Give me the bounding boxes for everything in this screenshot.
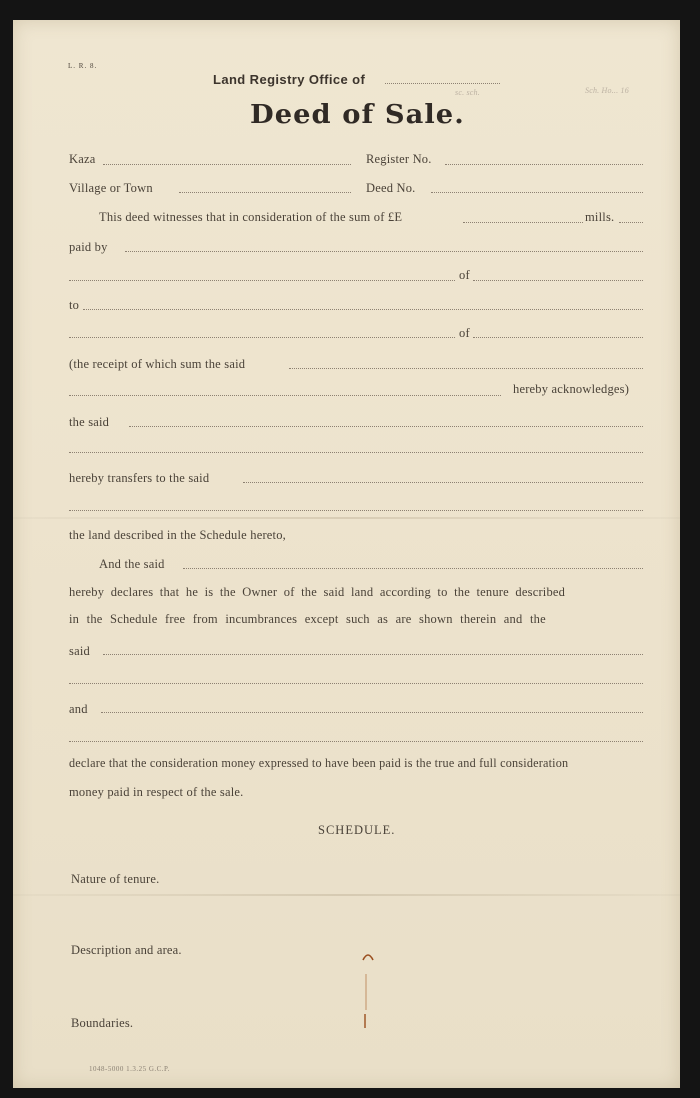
deed-no-field[interactable] [431,192,643,193]
of-label: of [459,268,470,282]
declares-text: hereby declares that he is the Owner of the said land according to the tenure described [69,585,566,599]
to-field[interactable] [83,309,643,310]
deed-no-label: Deed No. [366,181,416,195]
form-code: L. R. 8. [68,62,98,70]
page-title: Deed of Sale. [250,100,465,130]
and-the-said-label: And the said [99,557,165,571]
acknowledges-text: hereby acknowledges) [513,382,630,396]
paid-by-label: paid by [69,240,108,254]
declare-text: declare that the consideration money expressed to have been paid is the true and full consideration [69,756,569,770]
mills-field[interactable] [619,222,643,223]
witness-text: This deed witnesses that in consideration of the sum of £E [99,210,403,224]
kaza-label: Kaza [69,152,96,166]
deed-form-sheet [13,20,680,1088]
receipt-continuation-field[interactable] [69,395,501,396]
register-no-label: Register No. [366,152,432,166]
rusted-pin-icon [361,950,375,1030]
schedule-heading: SCHEDULE. [318,823,396,837]
sum-field[interactable] [463,222,583,223]
register-no-field[interactable] [445,164,643,165]
mills-label: mills. [585,210,615,224]
receipt-party-field[interactable] [289,368,643,369]
pencil-annotation: Sch. Ho... 16 [585,86,629,95]
land-described-text: the land described in the Schedule hereto, [69,528,287,542]
second-declarant-continuation-field[interactable] [69,741,643,742]
office-fill-line[interactable] [385,83,500,84]
paid-by-of-field[interactable] [473,280,643,281]
pencil-annotation: sc. sch. [455,88,480,97]
boundaries-label: Boundaries. [71,1016,134,1030]
transferee-continuation-field[interactable] [69,510,643,511]
nature-of-tenure-label: Nature of tenure. [71,872,160,886]
to-label: to [69,298,80,312]
village-or-town-field[interactable] [179,192,351,193]
the-said-label: the said [69,415,110,429]
paid-by-continuation-field[interactable] [69,280,455,281]
transferor-field[interactable] [129,426,643,427]
paper-fold-line [13,517,680,519]
to-continuation-field[interactable] [69,337,455,338]
village-or-town-label: Village or Town [69,181,153,195]
paid-by-field[interactable] [125,251,643,252]
kaza-field[interactable] [103,164,351,165]
said-label: said [69,644,90,658]
declare-text: money paid in respect of the sale. [69,785,244,799]
owner-field[interactable] [183,568,643,569]
transfers-text: hereby transfers to the said [69,471,210,485]
printer-mark: 1048-5000 1.3.25 G.C.P. [89,1065,170,1073]
of-label: of [459,326,470,340]
to-of-field[interactable] [473,337,643,338]
declares-text: in the Schedule free from incumbrances except such as are shown therein and the [69,612,546,626]
declarant-continuation-field[interactable] [69,683,643,684]
and-label: and [69,702,88,716]
transferor-continuation-field[interactable] [69,452,643,453]
transferee-field[interactable] [243,482,643,483]
office-label: Land Registry Office of [213,72,366,87]
declarant-field[interactable] [103,654,643,655]
description-and-area-label: Description and area. [71,943,182,957]
paper-fold-line [13,894,680,896]
second-declarant-field[interactable] [101,712,643,713]
receipt-text: (the receipt of which sum the said [69,357,246,371]
